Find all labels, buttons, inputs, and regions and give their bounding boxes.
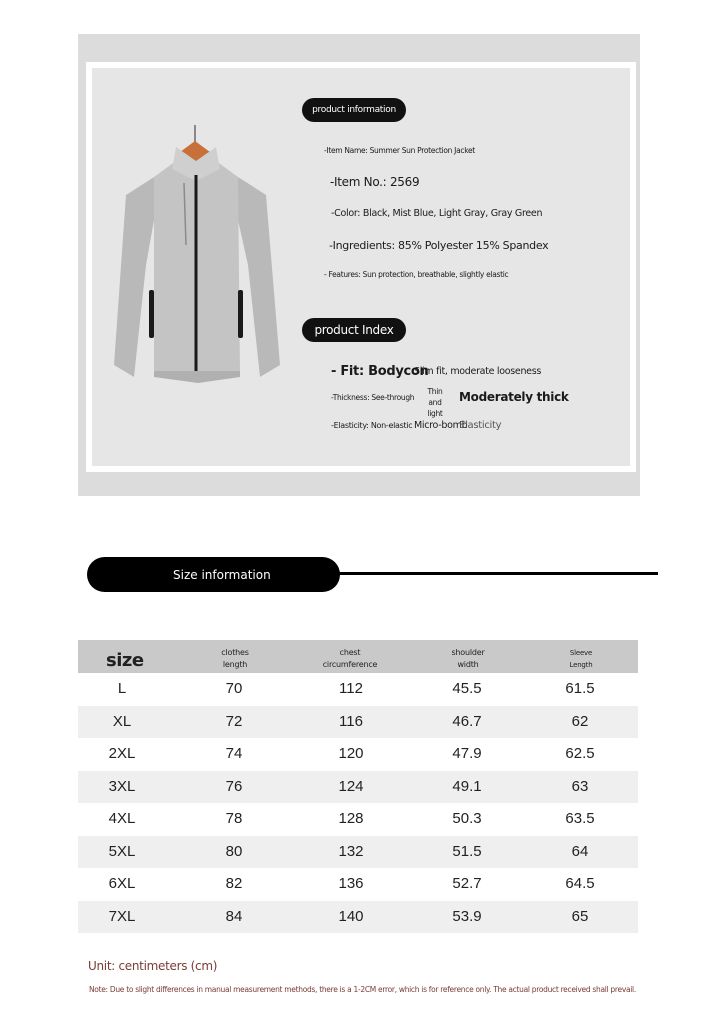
- cell-sleeve: 61.5: [565, 680, 595, 697]
- elasticity-label: -Elasticity: Non-elastic: [331, 421, 413, 430]
- item-ingredients: -Ingredients: 85% Polyester 15% Spandex: [329, 239, 549, 252]
- table-row: [78, 738, 638, 771]
- item-features: - Features: Sun protection, breathable, slightly elastic: [324, 270, 509, 279]
- thickness-label: -Thickness: See-through: [331, 393, 415, 402]
- cell-clothes-length: 82: [225, 875, 243, 892]
- cell-chest: 116: [339, 712, 363, 730]
- size-table-header: [78, 640, 638, 673]
- cell-sleeve: 62.5: [565, 745, 595, 762]
- table-row: [78, 836, 638, 869]
- cell-sleeve: 65: [571, 907, 589, 925]
- cell-chest: 136: [338, 875, 364, 892]
- header-clothes-length: clothes length: [221, 648, 249, 669]
- cell-shoulder: 51.5: [452, 842, 482, 860]
- table-row: [78, 901, 638, 934]
- cell-size: XL: [112, 712, 132, 730]
- cell-size: 2XL: [108, 745, 136, 762]
- cell-chest: 132: [338, 842, 364, 860]
- cell-shoulder: 46.7: [452, 712, 482, 730]
- product-information-heading: product information: [302, 98, 406, 122]
- header-size: size: [106, 650, 144, 671]
- cell-size: 4XL: [108, 810, 136, 827]
- product-index-heading: product Index: [302, 318, 406, 342]
- cell-clothes-length: 72: [225, 712, 243, 730]
- cell-sleeve: 63.5: [565, 810, 595, 827]
- cell-clothes-length: 70: [225, 680, 243, 697]
- cell-size: 3XL: [108, 777, 136, 795]
- item-number: -Item No.: 2569: [330, 175, 420, 189]
- table-row: [78, 706, 638, 739]
- cell-clothes-length: 76: [225, 777, 243, 795]
- cell-sleeve: 62: [571, 712, 589, 730]
- size-heading-rule: [338, 572, 658, 575]
- cell-size: 6XL: [108, 875, 136, 892]
- table-row: [78, 673, 638, 706]
- cell-chest: 124: [338, 777, 364, 795]
- cell-sleeve: 64.5: [565, 875, 595, 892]
- cell-chest: 140: [338, 907, 364, 925]
- cell-shoulder: 45.5: [452, 680, 482, 697]
- cell-clothes-length: 80: [225, 842, 243, 860]
- item-colors: -Color: Black, Mist Blue, Light Gray, Gray Green: [331, 208, 543, 219]
- cell-chest: 112: [339, 680, 363, 697]
- header-shoulder-width: shoulder width: [451, 648, 485, 669]
- size-information-heading: [87, 557, 340, 592]
- thickness-thin-option: Thin and light: [427, 387, 443, 418]
- size-table-body: [78, 673, 638, 933]
- header-sleeve-length: Sleeve Length: [569, 649, 593, 669]
- elasticity-micro-option: Micro-bomb: [414, 420, 468, 431]
- cell-clothes-length: 78: [225, 810, 243, 827]
- cell-clothes-length: 74: [225, 745, 243, 762]
- table-row: [78, 771, 638, 804]
- elasticity-selected: Elasticity: [459, 420, 502, 431]
- table-row: [78, 803, 638, 836]
- header-chest-circumference: chest circumference: [322, 648, 378, 669]
- item-name: -Item Name: Summer Sun Protection Jacket: [324, 146, 475, 155]
- cell-shoulder: 50.3: [452, 810, 482, 827]
- cell-shoulder: 53.9: [452, 907, 482, 925]
- size-information-title: Size information: [173, 567, 271, 582]
- cell-clothes-length: 84: [225, 907, 243, 925]
- cell-shoulder: 47.9: [452, 745, 482, 762]
- cell-chest: 128: [338, 810, 364, 827]
- table-row: [78, 868, 638, 901]
- thickness-selected: Moderately thick: [459, 390, 569, 404]
- cell-size: 7XL: [108, 907, 136, 925]
- fit-label: - Fit: Bodycon: [331, 364, 429, 379]
- unit-label: Unit: centimeters (cm): [88, 959, 218, 973]
- cell-size: 5XL: [108, 842, 136, 860]
- fit-value: Slim fit, moderate looseness: [414, 366, 542, 377]
- cell-shoulder: 52.7: [452, 875, 482, 892]
- cell-sleeve: 64: [571, 842, 589, 860]
- cell-shoulder: 49.1: [452, 777, 482, 795]
- jacket-image: [114, 125, 294, 385]
- cell-chest: 120: [338, 745, 364, 762]
- size-table: [78, 640, 638, 933]
- measurement-note: Note: Due to slight differences in manual measurement methods, there is a 1-2CM error, which is for reference only. The actual product received shall prevail.: [89, 985, 636, 994]
- cell-sleeve: 63: [571, 777, 589, 795]
- cell-size: L: [117, 680, 127, 697]
